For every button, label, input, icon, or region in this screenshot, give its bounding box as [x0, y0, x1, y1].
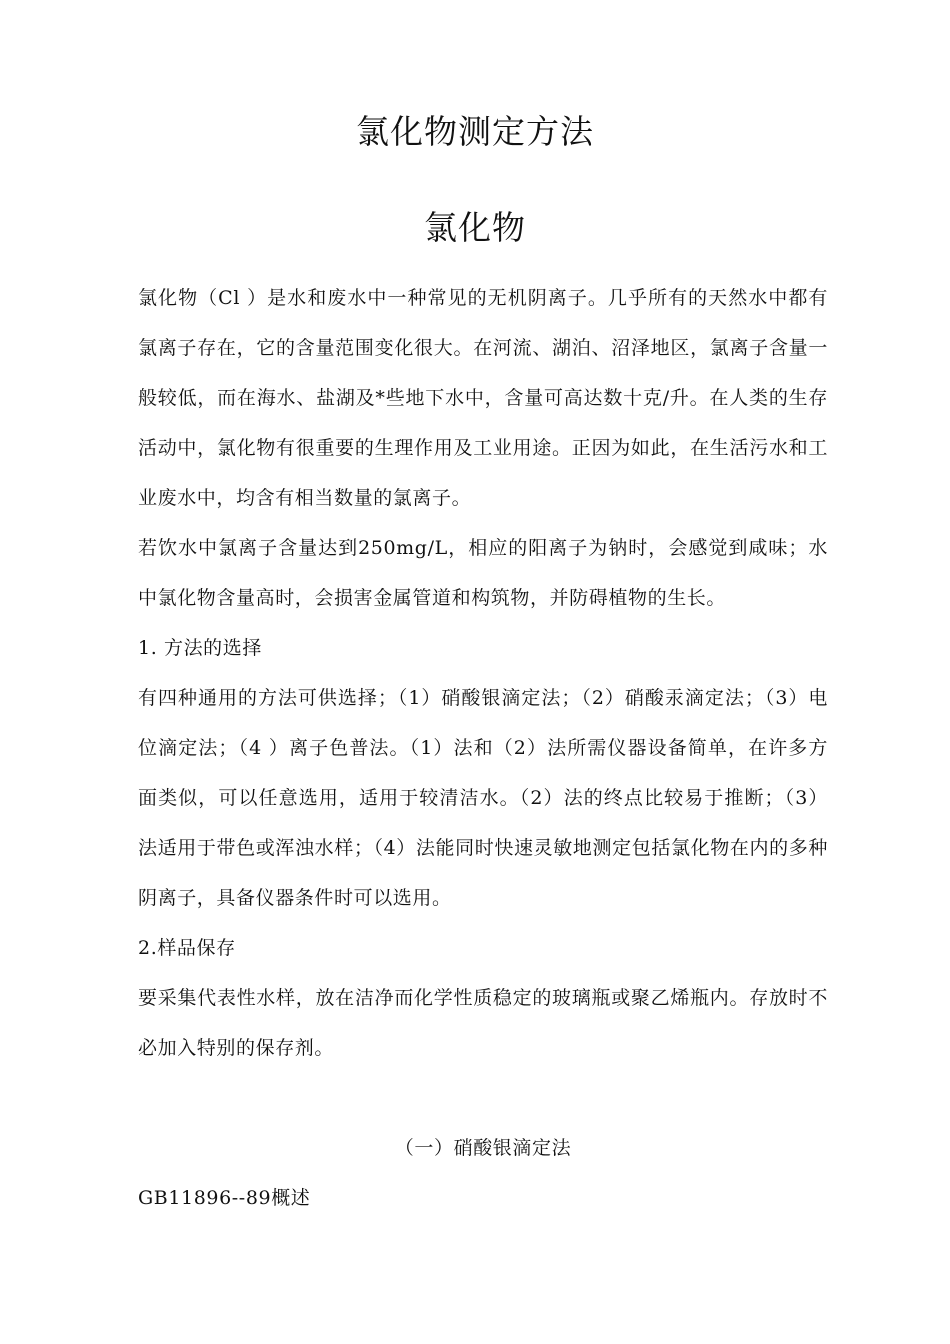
blank-line	[138, 1073, 828, 1123]
standard-line: GB11896--89概述	[138, 1187, 311, 1209]
intro-paragraph-2: 若饮水中氯离子含量达到250mg/L，相应的阳离子为钠时，会感觉到咸味；水中氯化物含量高时，会损害金属管道和构筑物，并防碍植物的生长。	[138, 537, 828, 609]
storage-paragraph: 要采集代表性水样，放在洁净而化学性质稳定的玻璃瓶或聚乙烯瓶内。存放时不必加入特别的保存剂。	[138, 987, 828, 1059]
method-paragraph: 有四种通用的方法可供选择；（1）硝酸银滴定法；（2）硝酸汞滴定法；（3）电位滴定法；（4 ）离子色普法。（1）法和（2）法所需仪器设备简单，在许多方面类似，可以任意选用，适用于较清洁水。（2）法的终点比较易于推断；（3）法适用于带色或浑浊水样；（4）法能同时快速灵敏地测定包括氯化物在内的多种阴离子，具备仪器条件时可以选用。	[138, 687, 828, 909]
intro-paragraph-1: 氯化物（Cl ）是水和废水中一种常见的无机阴离子。几乎所有的天然水中都有氯离子存在，它的含量范围变化很大。在河流、湖泊、沼泽地区，氯离子含量一般较低，而在海水、盐湖及*些地下水中，含量可高达数十克/升。在人类的生存活动中，氯化物有很重要的生理作用及工业用途。正因为如此，在生活污水和工业废水中，均含有相当数量的氯离子。	[138, 287, 828, 509]
subsection-title: （一）硝酸银滴定法	[394, 1137, 572, 1159]
heading-sample-storage: 2.样品保存	[138, 937, 236, 959]
section-title: 氯化物	[424, 208, 526, 247]
heading-method-selection: 1. 方法的选择	[138, 637, 262, 659]
document-title: 氯化物测定方法	[356, 112, 594, 151]
document-body	[138, 273, 828, 1223]
